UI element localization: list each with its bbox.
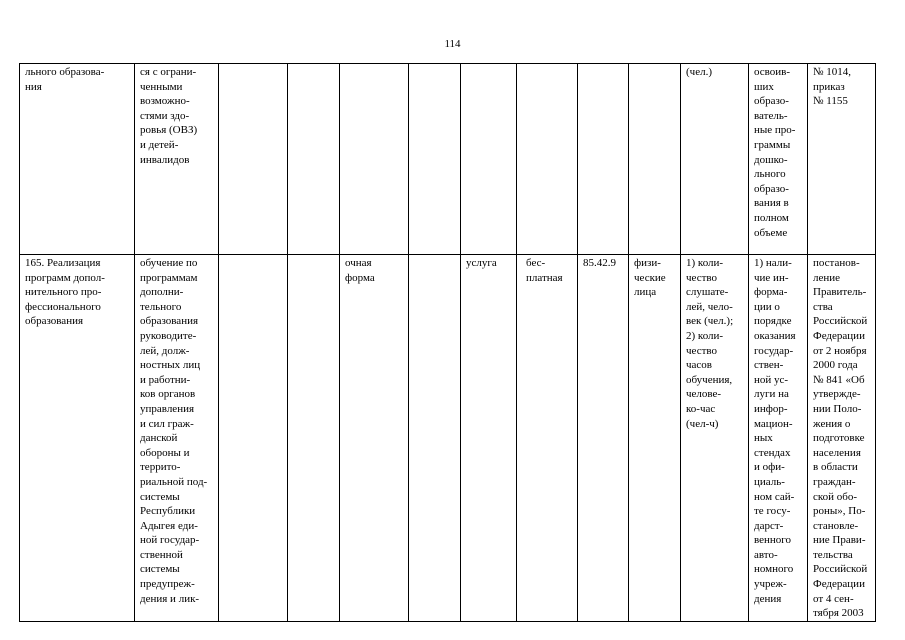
service-name-cell: 165. Реализация программ допол- нительного про- фессионального образования (20, 255, 135, 622)
type-cell: услуга (461, 255, 517, 622)
legal-basis-cell: № 1014, приказ № 1155 (808, 64, 876, 255)
okved-cell: 85.42.9 (578, 255, 629, 622)
volume-indicator-cell: 1) коли- чество слушате- лей, чело- век (чел.); 2) коли- чество часов обучения, челове- ко-час (чел-ч) (681, 255, 749, 622)
table-cell (409, 255, 461, 622)
consumers-cell (629, 64, 681, 255)
table-cell (219, 64, 288, 255)
form-cell (340, 64, 409, 255)
table-cell (288, 64, 340, 255)
legal-basis-cell: постанов- ление Правитель- ства Российской Федерации от 2 ноября 2000 года № 841 «Об утвержде- нии Поло- жения о подготовке населения в области граждан- ской обо- роны», По- становле- ние Прави- тельства Российской Федерации от 4 сен- тября 2003 (808, 255, 876, 622)
table-cell (409, 64, 461, 255)
payment-cell (517, 64, 578, 255)
table-cell (219, 255, 288, 622)
service-content-cell: ся с ограни- ченными возможно- стями здо- ровья (ОВЗ) и детей- инвалидов (135, 64, 219, 255)
quality-indicator-cell: освоив- ших образо- ватель- ные про- граммы дошко- льного образо- вания в полном объеме (749, 64, 808, 255)
quality-indicator-cell: 1) нали- чие ин- форма- ции о порядке оказания государ- ствен- ной ус- луги на инфор- мацион- ных стендах и офи- циаль- ном сай- те госу- дарст- венного авто- номного учреж- дения (749, 255, 808, 622)
payment-cell: бес- платная (517, 255, 578, 622)
service-content-cell: обучение по программам дополни- тельного образования руководите- лей, долж- ностных лиц и работни- ков органов управления и сил граж- данской обороны и террито- риальной под- системы Республики Адыгея еди- ной государ- ственной системы предупреж- дения и лик- (135, 255, 219, 622)
consumers-cell: физи- ческие лица (629, 255, 681, 622)
form-cell: очная форма (340, 255, 409, 622)
page-number: 114 (444, 38, 461, 50)
volume-indicator-cell: (чел.) (681, 64, 749, 255)
service-name-cell: льного образова- ния (20, 64, 135, 255)
services-table (19, 63, 876, 622)
table-row (20, 64, 876, 255)
table-cell (288, 255, 340, 622)
type-cell (461, 64, 517, 255)
table-row (20, 255, 876, 622)
okved-cell (578, 64, 629, 255)
